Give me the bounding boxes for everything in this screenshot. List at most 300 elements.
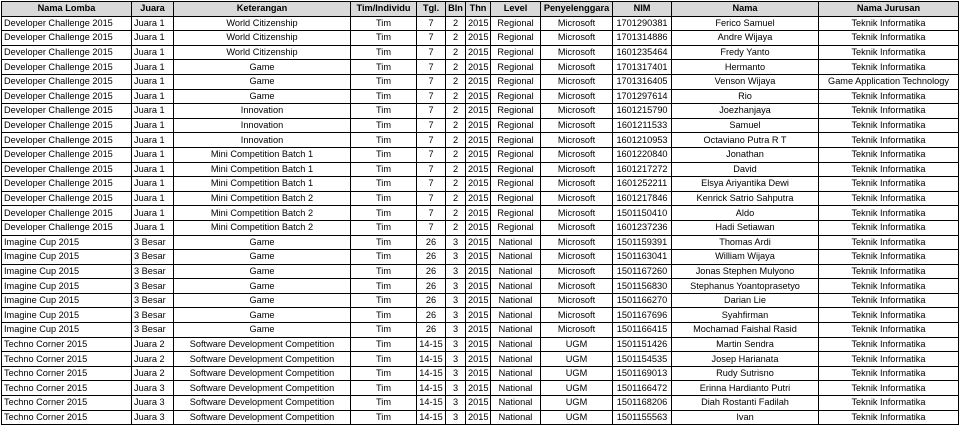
cell-nama: Elsya Ariyantika Dewi: [672, 177, 819, 192]
table-row: [2, 162, 959, 177]
cell-tim-individu: Tim: [351, 323, 417, 338]
cell-bln: 2: [446, 89, 466, 104]
cell-nama-lomba: Developer Challenge 2015: [2, 89, 132, 104]
cell-nama-lomba: Developer Challenge 2015: [2, 206, 132, 221]
cell-penyelenggara: Microsoft: [541, 235, 613, 250]
cell-juara: Juara 3: [132, 410, 174, 425]
cell-tim-individu: Tim: [351, 250, 417, 265]
column-header-juara: Juara: [132, 2, 174, 17]
cell-nim: 1501167696: [613, 308, 672, 323]
cell-bln: 3: [446, 235, 466, 250]
cell-tgl: 26: [417, 323, 446, 338]
cell-nama: Rudy Sutrisno: [672, 366, 819, 381]
cell-bln: 2: [446, 45, 466, 60]
cell-tgl: 14-15: [417, 352, 446, 367]
table-row: [2, 118, 959, 133]
cell-level: Regional: [491, 162, 541, 177]
cell-juara: Juara 3: [132, 381, 174, 396]
cell-penyelenggara: Microsoft: [541, 264, 613, 279]
cell-nim: 1501166472: [613, 381, 672, 396]
cell-level: National: [491, 337, 541, 352]
cell-penyelenggara: Microsoft: [541, 191, 613, 206]
cell-nama: Darian Lie: [672, 293, 819, 308]
cell-nim: 1701314886: [613, 31, 672, 46]
cell-nim: 1501154535: [613, 352, 672, 367]
cell-nama-jurusan: Teknik Informatika: [819, 250, 959, 265]
cell-thn: 2015: [466, 323, 491, 338]
cell-thn: 2015: [466, 147, 491, 162]
cell-nama-jurusan: Teknik Informatika: [819, 45, 959, 60]
cell-bln: 2: [446, 118, 466, 133]
cell-penyelenggara: Microsoft: [541, 162, 613, 177]
cell-bln: 3: [446, 337, 466, 352]
cell-nama: Josep Harianata: [672, 352, 819, 367]
cell-keterangan: Software Development Competition: [174, 366, 351, 381]
cell-level: Regional: [491, 220, 541, 235]
cell-nim: 1501169013: [613, 366, 672, 381]
cell-nim: 1601220840: [613, 147, 672, 162]
cell-bln: 3: [446, 308, 466, 323]
cell-nama: William Wijaya: [672, 250, 819, 265]
cell-juara: Juara 1: [132, 133, 174, 148]
cell-keterangan: Mini Competition Batch 2: [174, 220, 351, 235]
cell-keterangan: Mini Competition Batch 1: [174, 162, 351, 177]
cell-nama: Ivan: [672, 410, 819, 425]
cell-thn: 2015: [466, 352, 491, 367]
cell-keterangan: Game: [174, 264, 351, 279]
cell-tim-individu: Tim: [351, 104, 417, 119]
cell-thn: 2015: [466, 104, 491, 119]
cell-juara: Juara 1: [132, 162, 174, 177]
table-header: [2, 2, 959, 17]
cell-nim: 1501150410: [613, 206, 672, 221]
column-header-nama: Nama: [672, 2, 819, 17]
cell-tim-individu: Tim: [351, 337, 417, 352]
cell-nama-jurusan: Teknik Informatika: [819, 293, 959, 308]
cell-nama-jurusan: Teknik Informatika: [819, 147, 959, 162]
cell-level: National: [491, 366, 541, 381]
cell-juara: Juara 1: [132, 16, 174, 31]
cell-juara: 3 Besar: [132, 279, 174, 294]
cell-tgl: 7: [417, 147, 446, 162]
cell-tim-individu: Tim: [351, 235, 417, 250]
column-header-nim: NIM: [613, 2, 672, 17]
cell-tim-individu: Tim: [351, 133, 417, 148]
cell-tim-individu: Tim: [351, 264, 417, 279]
cell-nama-jurusan: Teknik Informatika: [819, 381, 959, 396]
cell-tgl: 7: [417, 206, 446, 221]
cell-nama-lomba: Developer Challenge 2015: [2, 104, 132, 119]
cell-nim: 1601217272: [613, 162, 672, 177]
cell-keterangan: Game: [174, 250, 351, 265]
table-row: [2, 45, 959, 60]
cell-tim-individu: Tim: [351, 74, 417, 89]
cell-nama-jurusan: Teknik Informatika: [819, 206, 959, 221]
cell-keterangan: Innovation: [174, 104, 351, 119]
cell-nama-lomba: Developer Challenge 2015: [2, 162, 132, 177]
cell-bln: 3: [446, 352, 466, 367]
cell-level: National: [491, 352, 541, 367]
cell-keterangan: Mini Competition Batch 2: [174, 191, 351, 206]
cell-juara: Juara 2: [132, 366, 174, 381]
table-row: [2, 323, 959, 338]
cell-tim-individu: Tim: [351, 177, 417, 192]
column-header-thn: Thn: [466, 2, 491, 17]
cell-nama: Andre Wijaya: [672, 31, 819, 46]
cell-thn: 2015: [466, 60, 491, 75]
cell-tgl: 14-15: [417, 396, 446, 411]
cell-thn: 2015: [466, 250, 491, 265]
cell-nama: Jonathan: [672, 147, 819, 162]
cell-nama-jurusan: Teknik Informatika: [819, 235, 959, 250]
cell-tim-individu: Tim: [351, 16, 417, 31]
table-row: [2, 410, 959, 425]
cell-nama-jurusan: Teknik Informatika: [819, 366, 959, 381]
cell-thn: 2015: [466, 220, 491, 235]
cell-nama-lomba: Developer Challenge 2015: [2, 74, 132, 89]
cell-bln: 3: [446, 279, 466, 294]
cell-tgl: 7: [417, 60, 446, 75]
cell-nim: 1501156830: [613, 279, 672, 294]
cell-bln: 2: [446, 31, 466, 46]
cell-juara: 3 Besar: [132, 264, 174, 279]
cell-nama: Hadi Setiawan: [672, 220, 819, 235]
table-row: [2, 381, 959, 396]
cell-keterangan: Software Development Competition: [174, 396, 351, 411]
cell-keterangan: Game: [174, 308, 351, 323]
cell-nama-lomba: Techno Corner 2015: [2, 410, 132, 425]
cell-keterangan: World Citizenship: [174, 45, 351, 60]
cell-nama-lomba: Techno Corner 2015: [2, 366, 132, 381]
cell-nama-jurusan: Teknik Informatika: [819, 31, 959, 46]
cell-tgl: 26: [417, 264, 446, 279]
cell-nama-jurusan: Teknik Informatika: [819, 177, 959, 192]
cell-nama: Erinna Hardianto Putri: [672, 381, 819, 396]
cell-nim: 1501155563: [613, 410, 672, 425]
cell-nama-lomba: Developer Challenge 2015: [2, 191, 132, 206]
cell-penyelenggara: UGM: [541, 410, 613, 425]
cell-juara: Juara 1: [132, 31, 174, 46]
cell-nama: Octaviano Putra R T: [672, 133, 819, 148]
cell-bln: 2: [446, 162, 466, 177]
cell-keterangan: Software Development Competition: [174, 381, 351, 396]
cell-nama-jurusan: Game Application Technology: [819, 74, 959, 89]
cell-juara: Juara 1: [132, 60, 174, 75]
cell-tgl: 26: [417, 250, 446, 265]
cell-penyelenggara: Microsoft: [541, 118, 613, 133]
cell-juara: Juara 1: [132, 74, 174, 89]
cell-nama: Joezhanjaya: [672, 104, 819, 119]
cell-penyelenggara: Microsoft: [541, 89, 613, 104]
cell-level: Regional: [491, 89, 541, 104]
cell-nama-lomba: Imagine Cup 2015: [2, 235, 132, 250]
table-row: [2, 16, 959, 31]
cell-keterangan: Game: [174, 323, 351, 338]
cell-nama-lomba: Imagine Cup 2015: [2, 293, 132, 308]
cell-juara: Juara 3: [132, 396, 174, 411]
cell-level: National: [491, 279, 541, 294]
cell-juara: 3 Besar: [132, 235, 174, 250]
cell-tim-individu: Tim: [351, 60, 417, 75]
cell-bln: 2: [446, 74, 466, 89]
column-header-tgl: Tgl.: [417, 2, 446, 17]
cell-juara: 3 Besar: [132, 323, 174, 338]
cell-nama-lomba: Developer Challenge 2015: [2, 60, 132, 75]
column-header-keterangan: Keterangan: [174, 2, 351, 17]
cell-level: Regional: [491, 118, 541, 133]
cell-bln: 2: [446, 191, 466, 206]
cell-nama-jurusan: Teknik Informatika: [819, 133, 959, 148]
cell-tgl: 7: [417, 133, 446, 148]
cell-nama-lomba: Techno Corner 2015: [2, 381, 132, 396]
table-row: [2, 264, 959, 279]
cell-nama-lomba: Imagine Cup 2015: [2, 279, 132, 294]
cell-penyelenggara: Microsoft: [541, 220, 613, 235]
cell-juara: Juara 1: [132, 177, 174, 192]
cell-tim-individu: Tim: [351, 31, 417, 46]
table-row: [2, 74, 959, 89]
cell-juara: 3 Besar: [132, 250, 174, 265]
cell-nama-lomba: Imagine Cup 2015: [2, 264, 132, 279]
cell-thn: 2015: [466, 177, 491, 192]
cell-nama: Thomas Ardi: [672, 235, 819, 250]
cell-nama-lomba: Developer Challenge 2015: [2, 45, 132, 60]
cell-penyelenggara: Microsoft: [541, 323, 613, 338]
cell-level: Regional: [491, 16, 541, 31]
cell-nim: 1501166270: [613, 293, 672, 308]
cell-penyelenggara: Microsoft: [541, 206, 613, 221]
cell-nama-jurusan: Teknik Informatika: [819, 16, 959, 31]
table-row: [2, 250, 959, 265]
cell-nama-lomba: Techno Corner 2015: [2, 352, 132, 367]
cell-tgl: 14-15: [417, 410, 446, 425]
cell-nama-lomba: Techno Corner 2015: [2, 396, 132, 411]
cell-bln: 2: [446, 60, 466, 75]
cell-tgl: 14-15: [417, 366, 446, 381]
column-header-tim-individu: Tim/Individu: [351, 2, 417, 17]
cell-level: Regional: [491, 60, 541, 75]
cell-keterangan: Mini Competition Batch 1: [174, 147, 351, 162]
table-row: [2, 279, 959, 294]
table-row: [2, 308, 959, 323]
cell-nama: Martin Sendra: [672, 337, 819, 352]
cell-bln: 2: [446, 147, 466, 162]
cell-nim: 1501166415: [613, 323, 672, 338]
cell-tgl: 14-15: [417, 381, 446, 396]
cell-bln: 2: [446, 177, 466, 192]
cell-juara: Juara 1: [132, 89, 174, 104]
cell-tim-individu: Tim: [351, 366, 417, 381]
cell-tgl: 26: [417, 235, 446, 250]
cell-bln: 3: [446, 396, 466, 411]
cell-keterangan: World Citizenship: [174, 16, 351, 31]
cell-penyelenggara: Microsoft: [541, 279, 613, 294]
cell-nama: Rio: [672, 89, 819, 104]
cell-level: National: [491, 235, 541, 250]
cell-nim: 1601210953: [613, 133, 672, 148]
table-body: [2, 16, 959, 425]
cell-nim: 1501151426: [613, 337, 672, 352]
cell-tgl: 7: [417, 162, 446, 177]
cell-nim: 1701297614: [613, 89, 672, 104]
cell-nama-jurusan: Teknik Informatika: [819, 104, 959, 119]
cell-nama: Diah Rostanti Fadilah: [672, 396, 819, 411]
cell-nim: 1601217846: [613, 191, 672, 206]
cell-level: National: [491, 396, 541, 411]
cell-nama-jurusan: Teknik Informatika: [819, 279, 959, 294]
cell-nama-jurusan: Teknik Informatika: [819, 220, 959, 235]
cell-tim-individu: Tim: [351, 293, 417, 308]
cell-tim-individu: Tim: [351, 191, 417, 206]
cell-thn: 2015: [466, 279, 491, 294]
cell-juara: Juara 1: [132, 220, 174, 235]
cell-tgl: 7: [417, 74, 446, 89]
cell-thn: 2015: [466, 191, 491, 206]
cell-tgl: 7: [417, 191, 446, 206]
cell-penyelenggara: Microsoft: [541, 74, 613, 89]
cell-penyelenggara: Microsoft: [541, 147, 613, 162]
cell-level: Regional: [491, 191, 541, 206]
cell-keterangan: Game: [174, 293, 351, 308]
cell-nama: Ferico Samuel: [672, 16, 819, 31]
cell-penyelenggara: Microsoft: [541, 31, 613, 46]
cell-nama-lomba: Imagine Cup 2015: [2, 308, 132, 323]
cell-tim-individu: Tim: [351, 381, 417, 396]
cell-tim-individu: Tim: [351, 206, 417, 221]
cell-nama: Venson Wijaya: [672, 74, 819, 89]
cell-bln: 2: [446, 206, 466, 221]
cell-nama: Samuel: [672, 118, 819, 133]
cell-tim-individu: Tim: [351, 410, 417, 425]
cell-thn: 2015: [466, 264, 491, 279]
cell-thn: 2015: [466, 396, 491, 411]
cell-juara: Juara 1: [132, 118, 174, 133]
cell-tim-individu: Tim: [351, 147, 417, 162]
cell-level: National: [491, 410, 541, 425]
cell-level: Regional: [491, 45, 541, 60]
cell-penyelenggara: Microsoft: [541, 177, 613, 192]
cell-keterangan: Game: [174, 74, 351, 89]
cell-thn: 2015: [466, 206, 491, 221]
table-row: [2, 235, 959, 250]
cell-level: Regional: [491, 74, 541, 89]
cell-penyelenggara: Microsoft: [541, 104, 613, 119]
table-row: [2, 104, 959, 119]
cell-level: Regional: [491, 147, 541, 162]
cell-tim-individu: Tim: [351, 220, 417, 235]
cell-nim: 1701317401: [613, 60, 672, 75]
cell-tim-individu: Tim: [351, 279, 417, 294]
cell-thn: 2015: [466, 74, 491, 89]
table-row: [2, 337, 959, 352]
table-row: [2, 89, 959, 104]
cell-penyelenggara: Microsoft: [541, 16, 613, 31]
table-row: [2, 366, 959, 381]
cell-bln: 3: [446, 293, 466, 308]
cell-nama: Aldo: [672, 206, 819, 221]
cell-keterangan: Game: [174, 235, 351, 250]
cell-bln: 2: [446, 104, 466, 119]
cell-keterangan: Mini Competition Batch 1: [174, 177, 351, 192]
cell-penyelenggara: Microsoft: [541, 60, 613, 75]
cell-juara: Juara 1: [132, 191, 174, 206]
cell-tgl: 7: [417, 220, 446, 235]
cell-nama-jurusan: Teknik Informatika: [819, 162, 959, 177]
cell-tgl: 7: [417, 31, 446, 46]
cell-penyelenggara: UGM: [541, 396, 613, 411]
cell-tgl: 26: [417, 279, 446, 294]
cell-thn: 2015: [466, 16, 491, 31]
cell-tim-individu: Tim: [351, 162, 417, 177]
cell-juara: 3 Besar: [132, 308, 174, 323]
cell-nim: 1601237236: [613, 220, 672, 235]
cell-keterangan: Software Development Competition: [174, 352, 351, 367]
cell-penyelenggara: Microsoft: [541, 45, 613, 60]
cell-nama-jurusan: Teknik Informatika: [819, 89, 959, 104]
cell-penyelenggara: Microsoft: [541, 133, 613, 148]
table-row: [2, 147, 959, 162]
cell-nim: 1601235464: [613, 45, 672, 60]
cell-keterangan: Game: [174, 89, 351, 104]
table-row: [2, 352, 959, 367]
cell-nama-jurusan: Teknik Informatika: [819, 308, 959, 323]
table-row: [2, 206, 959, 221]
cell-nama: David: [672, 162, 819, 177]
cell-penyelenggara: Microsoft: [541, 250, 613, 265]
cell-nama-lomba: Developer Challenge 2015: [2, 31, 132, 46]
cell-nama: Hermanto: [672, 60, 819, 75]
cell-level: Regional: [491, 206, 541, 221]
cell-nim: 1701290381: [613, 16, 672, 31]
cell-tgl: 26: [417, 308, 446, 323]
cell-nama-jurusan: Teknik Informatika: [819, 323, 959, 338]
cell-thn: 2015: [466, 45, 491, 60]
cell-nama-jurusan: Teknik Informatika: [819, 118, 959, 133]
cell-thn: 2015: [466, 381, 491, 396]
header-row: [2, 2, 959, 17]
cell-thn: 2015: [466, 89, 491, 104]
cell-tgl: 7: [417, 89, 446, 104]
cell-tim-individu: Tim: [351, 308, 417, 323]
cell-keterangan: Software Development Competition: [174, 337, 351, 352]
cell-nim: 1501168206: [613, 396, 672, 411]
cell-thn: 2015: [466, 410, 491, 425]
cell-nama-lomba: Developer Challenge 2015: [2, 133, 132, 148]
cell-tim-individu: Tim: [351, 89, 417, 104]
cell-nama-jurusan: Teknik Informatika: [819, 410, 959, 425]
cell-level: National: [491, 323, 541, 338]
cell-tgl: 26: [417, 293, 446, 308]
cell-tgl: 7: [417, 104, 446, 119]
cell-nim: 1501159391: [613, 235, 672, 250]
cell-nama-jurusan: Teknik Informatika: [819, 264, 959, 279]
cell-level: Regional: [491, 133, 541, 148]
column-header-nama-lomba: Nama Lomba: [2, 2, 132, 17]
cell-nim: 1501167260: [613, 264, 672, 279]
cell-nama-lomba: Developer Challenge 2015: [2, 16, 132, 31]
cell-nama-lomba: Imagine Cup 2015: [2, 250, 132, 265]
table-row: [2, 60, 959, 75]
cell-juara: Juara 1: [132, 147, 174, 162]
cell-nim: 1601252211: [613, 177, 672, 192]
cell-nama-jurusan: Teknik Informatika: [819, 352, 959, 367]
cell-nama: Stephanus Yoantoprasetyo: [672, 279, 819, 294]
cell-penyelenggara: UGM: [541, 352, 613, 367]
cell-bln: 2: [446, 16, 466, 31]
cell-juara: Juara 1: [132, 206, 174, 221]
cell-keterangan: Innovation: [174, 118, 351, 133]
cell-nim: 1601211533: [613, 118, 672, 133]
